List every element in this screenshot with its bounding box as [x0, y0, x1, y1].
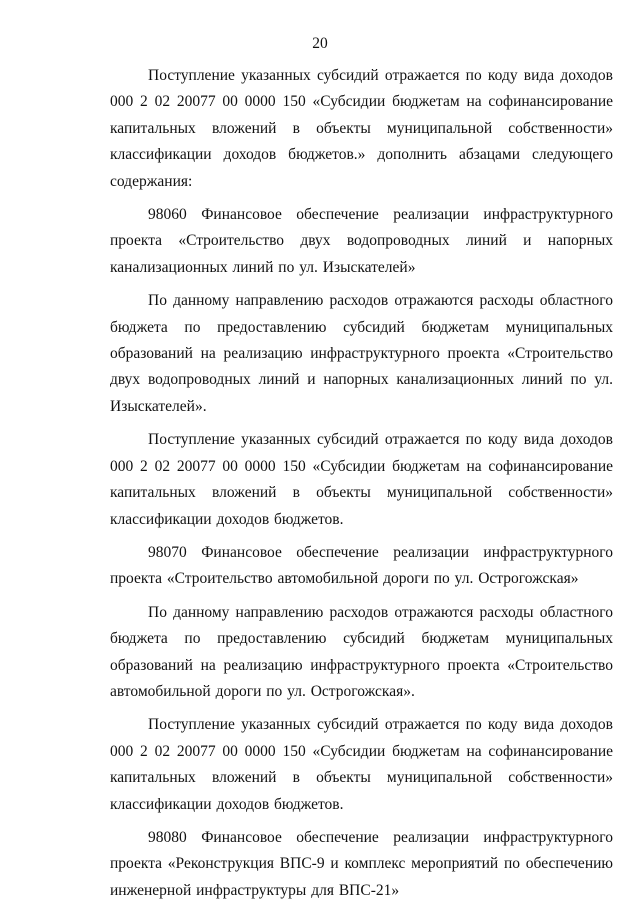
paragraph-income-code-1: Поступление указанных субсидий отражается по коду вида доходов 000 2 02 20077 00 0000 150 «Субсидии бюджетам на софинансирование капитальных вложений в объекты муниципальной собственности» классификации доходов бюджетов.» дополнить абзацами следующего содержания:: [110, 67, 613, 190]
paragraph-income-code-3: Поступление указанных субсидий отражается по коду вида доходов 000 2 02 20077 00 0000 150 «Субсидии бюджетам на софинансирование капитальных вложений в объекты муниципальной собственности» классификации доходов бюджетов.: [110, 716, 613, 813]
paragraph-98070-heading: 98070 Финансовое обеспечение реализации инфраструктурного проекта «Строительство автомобильной дороги по ул. Острогожская»: [110, 543, 613, 588]
paragraph-98060-heading: 98060 Финансовое обеспечение реализации инфраструктурного проекта «Строительство двух водопроводных линий и напорных канализационных линий по ул. Изыскателей»: [110, 206, 613, 276]
paragraph-income-code-2: Поступление указанных субсидий отражается по коду вида доходов 000 2 02 20077 00 0000 150 «Субсидии бюджетам на софинансирование капитальных вложений в объекты муниципальной собственности» классификации доходов бюджетов.: [110, 431, 613, 528]
paragraph-98070-description: По данному направлению расходов отражаются расходы областного бюджета по предоставлению субсидий бюджетам муниципальных образований на реализацию инфраструктурного проекта «Строительство автомобильной дороги по ул. Острогожская».: [110, 603, 613, 700]
paragraph-98080-heading: 98080 Финансовое обеспечение реализации инфраструктурного проекта «Реконструкция ВПС-9 и комплекс мероприятий по обеспечению инженерной инфраструктуры для ВПС-21»: [110, 828, 613, 899]
page-number: 20: [312, 35, 328, 52]
document-body: [110, 63, 613, 911]
paragraph-98060-description: По данному направлению расходов отражаются расходы областного бюджета по предоставлению субсидий бюджетам муниципальных образований на реализацию инфраструктурного проекта «Строительство двух водопроводных линий и напорных канализационных линий по ул. Изыскателей».: [110, 292, 613, 415]
